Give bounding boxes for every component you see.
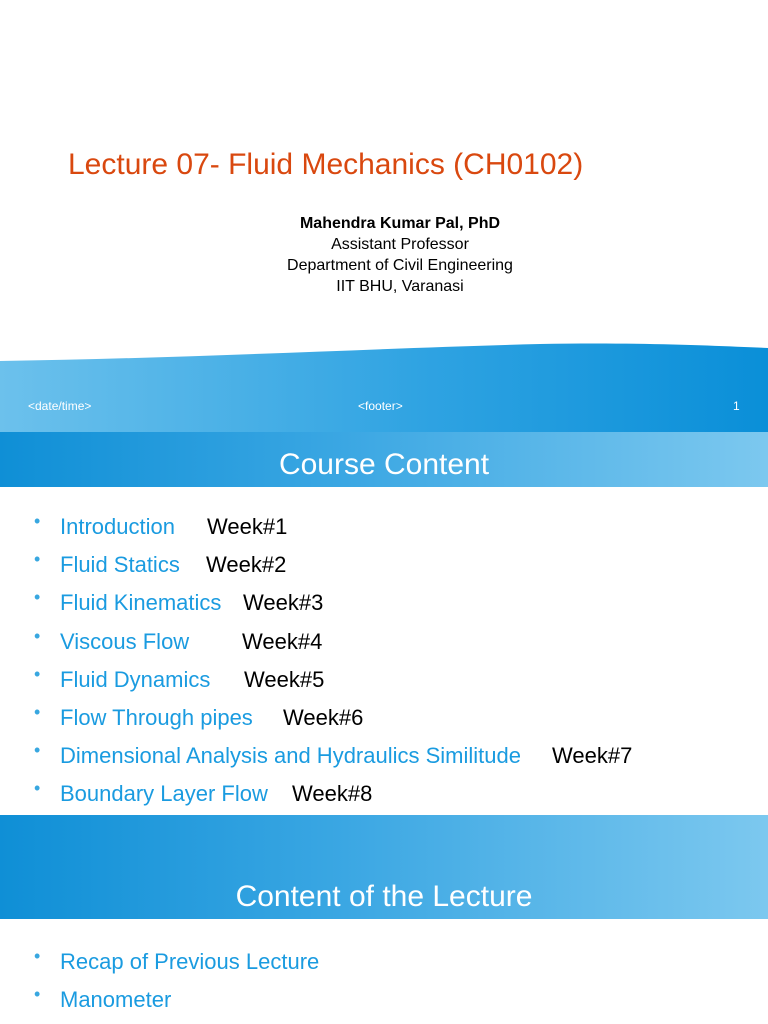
page-number: 1 [733,399,740,413]
author-institute: IIT BHU, Varanasi [336,278,464,295]
author-department: Department of Civil Engineering [287,257,513,274]
lecture-title: Lecture 07- Fluid Mechanics (CH0102) [68,148,584,181]
footer-wave-band [0,340,768,432]
week-label: Week#4 [242,628,323,654]
bullet-dot-icon: • [34,587,41,608]
bullet-dot-icon: • [34,701,41,722]
bullet-dot-icon: • [34,511,41,531]
topic-link[interactable]: Manometer [60,987,172,1013]
slide-title: Content of the Lecture [235,880,533,913]
topic-link[interactable]: Fluid Dynamics [60,666,211,692]
list-item [0,778,768,815]
topic-link[interactable]: Fluid Kinematics [60,590,222,616]
bullet-dot-icon: • [34,740,41,761]
week-label: Week#6 [283,704,364,730]
lecture-content-slide [0,815,768,1024]
week-label: Week#2 [206,552,287,578]
lecture-topic-list [0,946,768,1024]
bullet-dot-icon: • [34,984,41,1005]
week-label: Week#7 [552,743,633,769]
topic-link[interactable]: Fluid Statics [60,552,180,578]
bullet-dot-icon: • [34,778,41,799]
topic-link[interactable]: Viscous Flow [60,628,190,654]
bullet-dot-icon: • [34,663,41,684]
topic-link[interactable]: Boundary Layer Flow [60,781,268,807]
topic-link[interactable]: Introduction [60,514,175,539]
footer-date: <date/time> [28,399,92,413]
list-item [0,701,768,743]
list-item [0,984,768,1024]
list-item [0,625,768,667]
bullet-dot-icon: • [34,625,41,646]
topic-link[interactable]: Flow Through pipes [60,704,253,730]
slide-header-bar [0,815,768,919]
title-slide [0,0,768,432]
footer-text: <footer> [358,399,403,413]
slide-title: Course Content [278,448,490,481]
list-item [0,946,768,987]
list-item [0,740,768,781]
list-item [0,549,768,590]
bullet-dot-icon: • [34,946,41,966]
course-list [0,511,768,815]
week-label: Week#1 [207,514,288,539]
week-label: Week#3 [243,590,324,616]
topic-link[interactable]: Dimensional Analysis and Hydraulics Similitude [60,743,521,769]
author-block [0,213,768,297]
week-label: Week#8 [292,781,373,807]
list-item [0,511,768,552]
list-item [0,663,768,705]
author-name: Mahendra Kumar Pal, PhD [299,215,501,232]
topic-link[interactable]: Recap of Previous Lecture [60,949,320,974]
slide-header-bar [0,432,768,487]
author-role: Assistant Professor [331,236,469,253]
bullet-dot-icon: • [34,549,41,570]
week-label: Week#5 [244,666,325,692]
course-content-slide [0,432,768,815]
list-item [0,587,768,628]
